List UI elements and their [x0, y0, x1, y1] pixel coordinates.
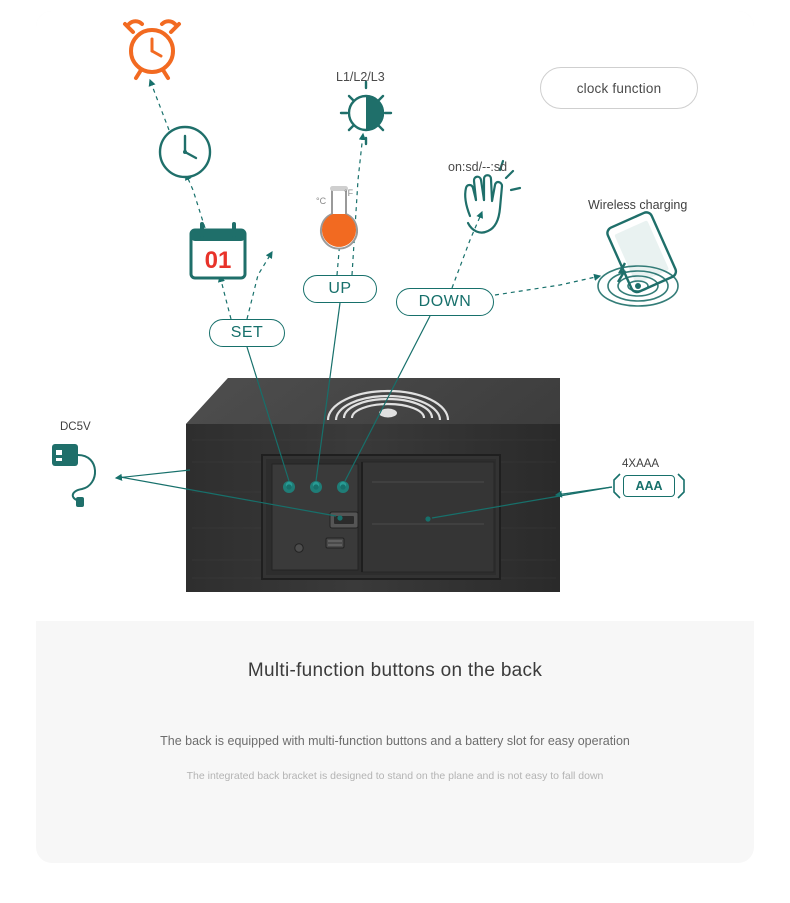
brightness-icon: [341, 82, 391, 144]
battery-count-label: 4XAAA: [622, 458, 660, 470]
caption-block: [36, 660, 754, 782]
calendar-icon: [191, 224, 245, 278]
alarm-clock-icon: [125, 21, 179, 78]
celsius-label: °C: [316, 196, 327, 206]
phone-wireless-charging-icon: [598, 210, 678, 306]
up-button-label[interactable]: UP: [303, 275, 377, 303]
clock-icon: [160, 127, 210, 177]
light-levels-label: L1/L2/L3: [336, 70, 385, 84]
down-button-label[interactable]: DOWN: [396, 288, 494, 316]
battery-type-tag: AAA: [623, 475, 675, 497]
set-button-label[interactable]: SET: [209, 319, 285, 347]
wireless-charging-label: Wireless charging: [588, 198, 688, 212]
sound-mode-label: on:sd/--:sd: [448, 160, 508, 174]
device-illustration: [186, 378, 560, 592]
usb-plug-icon: [52, 444, 95, 507]
calendar-day-text: 01: [204, 247, 232, 274]
clock-function-badge[interactable]: clock function: [540, 67, 698, 109]
caption-title: Multi-function buttons on the back: [247, 660, 543, 681]
caption-note: The integrated back bracket is designed to stand on the plane and is not easy to fall down: [186, 770, 604, 782]
dc5v-port-label: DC5V: [60, 421, 91, 433]
caption-subtitle: The back is equipped with multi-function buttons and a battery slot for easy operation: [160, 734, 630, 748]
fahrenheit-label: °F: [344, 188, 354, 198]
